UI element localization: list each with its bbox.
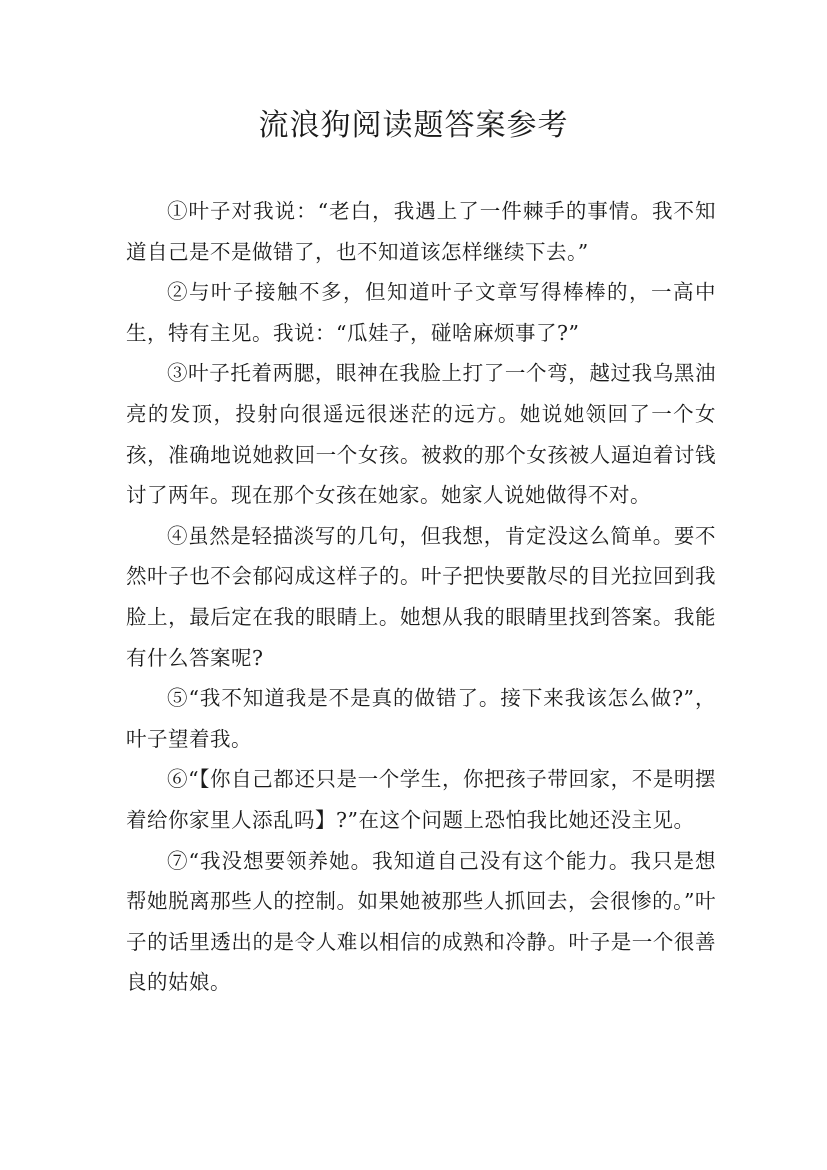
paragraph-7: ⑦“我没想要领养她。我知道自己没有这个能力。我只是想帮她脱离那些人的控制。如果她被那些人抓回去，会很惨的。”叶子的话里透出的是令人难以相信的成熟和冷静。叶子是一个很善良的姑娘。 [126,848,716,995]
paragraph-3: ③叶子托着两腮，眼神在我脸上打了一个弯，越过我乌黑油亮的发顶，投射向很遥远很迷茫的远方。她说她领回了一个女孩，准确地说她救回一个女孩。被救的那个女孩被人逼迫着讨钱讨了两年。现在那个女孩在她家。她家人说她做得不对。 [126,361,716,508]
paragraph-1: ①叶子对我说：“老白，我遇上了一件棘手的事情。我不知道自己是不是做错了，也不知道该怎样继续下去。” [126,199,716,264]
paragraph-4: ④虽然是轻描淡写的几句，但我想，肯定没这么简单。要不然叶子也不会郁闷成这样子的。叶子把快要散尽的目光拉回到我脸上，最后定在我的眼睛上。她想从我的眼睛里找到答案。我能有什么答案呢? [126,523,716,670]
document-title: 流浪狗阅读题答案参考 [258,108,569,143]
document-body [126,191,716,1003]
paragraph-6: ⑥“【你自己都还只是一个学生，你把孩子带回家，不是明摆着给你家里人添乱吗】?”在这个问题上恐怕我比她还没主见。 [126,767,716,832]
paragraph-2: ②与叶子接触不多，但知道叶子文章写得棒棒的，一高中生，特有主见。我说：“瓜娃子，碰啥麻烦事了?” [126,280,716,345]
paragraph-5: ⑤“我不知道我是不是真的做错了。接下来我该怎么做?”，叶子望着我。 [126,686,716,751]
